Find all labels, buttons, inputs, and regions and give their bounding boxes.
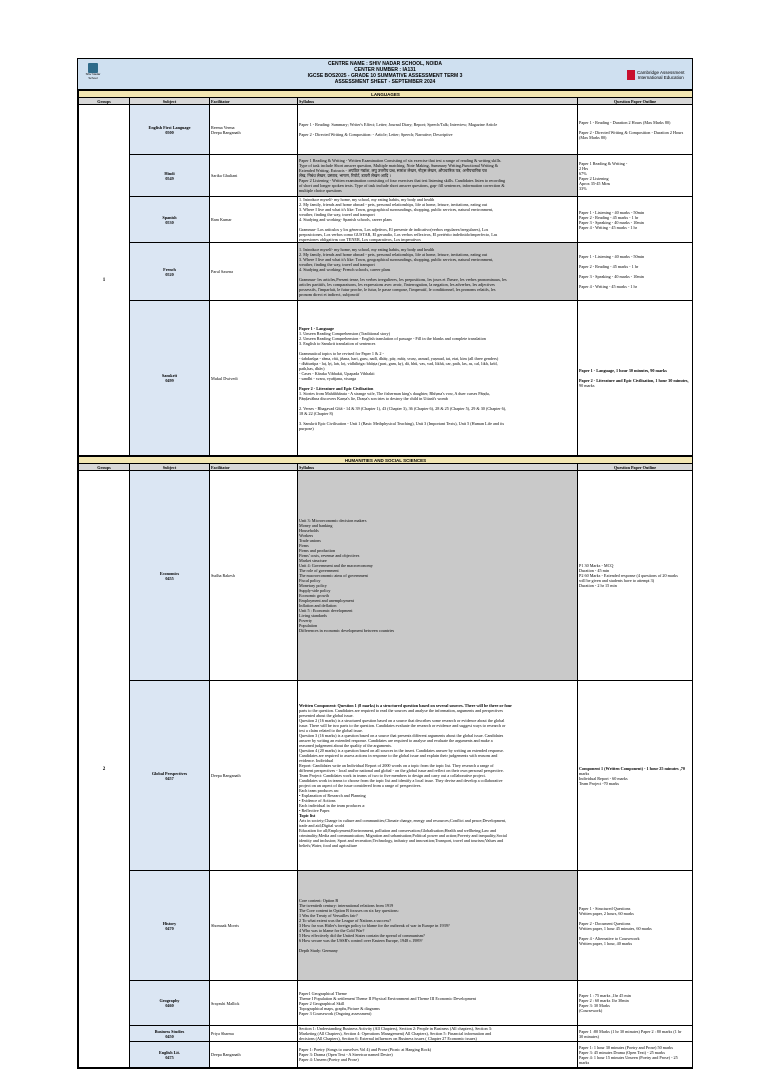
syllabus-cell [298,871,578,981]
text-line: pronom direct et indirect, subjonctif [299,291,360,297]
subject-name: Spanish [162,214,177,220]
text-line: Paper 2 : 60 marks 1hr 30min [579,998,629,1003]
text-line: Trade unions [299,538,321,543]
table-row [79,155,693,197]
text-line: Paper 1 Reading & Writing - Written Examination Consisting of six exercise that test a range of reading & writing skills. [299,158,502,163]
text-line: The Core content in Option B focuses on six key questions: [299,908,399,913]
text-line: 30 minutes) [579,1033,599,1039]
text-line: Paper 4 - Writing - 45 marks - 1 hr [579,284,638,289]
text-line: decisions (All Chapters), Section 6: External influences on Business issues ( Chapter 27 Economic issues) [299,1036,477,1041]
question-paper-cell [578,871,693,981]
text-line: Firms' costs, revenue and objectives [299,553,360,558]
text-line: Question 4 (20 marks) is a question based on all sources in the insert. Candidates answer by writing an extended response. [299,748,504,753]
text-line: Paper 2 Geographical Skill [299,1000,345,1006]
text-line: Population [299,623,318,628]
text-line: Paper 1: Poetry (Songs to ourselves Vol 4) and Prose (Picnic at Hanging Rock) [299,1047,432,1052]
text-line: Money and banking [299,523,333,528]
text-line: Paper 1 - Listening - 40 marks - 50min [579,254,645,259]
text-line: Written paper, 2 hours, 60 marks [579,910,634,916]
text-line: 2. My family, friends and home abroad - pets, personal relationships, life at home, leisure, invitations, eating out [299,251,488,257]
table-row [79,1026,693,1042]
text-line: • Explanation of Research and Planning [299,793,366,798]
text-line: Education for all;Employment;Environment, pollution and conservation;Globalisation;Health and wellbeing;Law and [299,828,497,833]
section-table [78,90,693,456]
text-line: Poverty [299,618,313,623]
subject-name: History [162,920,177,926]
subject-code: 0500 [165,129,174,135]
text-line: The role of government [299,568,339,573]
subject-name: Economics [159,570,180,576]
text-line: 1. Unseen Reading Comprehension (Traditional story) [299,330,391,336]
text-line: The macroeconomic aims of government [299,573,368,578]
syllabus-cell [298,105,578,155]
facilitator-cell [210,243,298,301]
text-line: 4. Studying and working- French schools, career plans [299,266,391,272]
column-header-subject: Subject [130,464,210,471]
subject-code: 0549 [165,175,174,181]
text-line: Mukul Dwivedi [211,375,238,381]
subject-code: 0530 [165,219,174,225]
text-line: Grammar- Los artículos y los géneros, Los adjetivos, El presente de indicativo(verbos regulares/irregulares), Los [299,227,489,232]
text-line: Paper 1 - Reading - Duration 2 Hours (Max Marks 80) [579,119,671,125]
table-row [79,471,693,681]
text-line: Paper 1: 1 hour 30 minutes (Poetry and Prose) 50 marks [579,1044,673,1050]
text-line: (Coursework) [579,1008,603,1013]
text-line: Paper 2 Listening - Written examination consisting of four exercises that test listening skills. Candidates listen to recording [299,178,506,183]
text-line: purpose) [299,425,314,431]
text-line: Paper 3: 45 minutes Drama (Open Text) - 25 marks [579,1049,666,1055]
text-line: Paper 4: 1 hour 15 minutes Unseen (Poetry and Prose) - 25 [579,1054,678,1060]
text-line: Firms [299,543,309,548]
column-header-facilitator: Facilitator [210,464,298,471]
section-title: LANGUAGES [79,91,693,98]
subject-cell [130,871,210,981]
text-line: Paper 3: Drama (Open Text - A Streetcar named Desire) [299,1052,393,1057]
subject-code: 0470 [165,925,174,931]
subject-cell [130,301,210,456]
text-line: parts to the question. Candidates are required to read the sources and analyse the information, arguments and perspectives [299,708,503,713]
text-line: 67% [579,170,587,176]
facilitator-cell [210,105,298,155]
text-line: Workers [299,533,314,538]
text-line: 2 Hrs [579,165,589,171]
text-line: Duration - 45 min [579,568,610,573]
text-line: Paper 2 - Document Questions [579,920,631,926]
subject-cell [130,1026,210,1042]
text-line: Srayashi Mallick [211,1000,240,1006]
text-line: 3. Where I live and what it's like: Town, geographical surroundings, shopping, public services, natural environment, [299,256,494,262]
text-line: 6 How secure was the USSR's control over Eastern Europe, 1948 c.1989? [299,938,423,943]
table-row [79,243,693,301]
text-line: 2 To what extent was the League of Nations a success? [299,918,391,923]
subject-cell [130,243,210,301]
column-header-facilitator: Facilitator [210,98,298,105]
text-line: Living standards [299,613,328,618]
question-paper-cell [578,681,693,871]
syllabus-cell [298,197,578,243]
column-header-groups: Groups [79,464,130,471]
question-paper-cell [578,1042,693,1068]
text-line: Report: Candidates write an Individual Report of 2000 words on a topic from the topic list. They research a range of [299,763,494,768]
text-line: Reema Verma [211,124,235,130]
question-paper-cell [578,155,693,197]
text-line: 3 How far was Hitler's foreign policy to blame for the outbreak of war in Europe in 1939? [299,923,450,928]
text-line: Pāṇḍavāhna discovers Karṇa's lie, Draṇa's son tries to destroy the child in Uttarā's womb [299,395,448,401]
text-line: criminality;Media and communication; Migration and urbanisation;Political power and action;Poverty and inequality;Social [299,833,507,838]
text-line: Paper 2 Listening [579,175,609,181]
text-line: issue. There will be two parts to the question. Candidates evaluate the research or evidence and suggest ways to research or [299,723,506,728]
syllabus-cell [298,1042,578,1068]
text-line: Component 1 (Written Component) - 1 hour 25 minutes ,70 [579,765,685,771]
text-line: Paper 1 - Listening - 40 marks - 50min [579,209,645,215]
text-line: Deepa Ranganath [211,129,241,135]
subject-code: 0457 [165,775,174,781]
question-paper-cell [578,1026,693,1042]
text-line: 4 Who was to blame for the Cold War? [299,928,365,933]
text-line: 1. Introduce myself- my home, my school, my eating habits, my body and health [299,246,435,252]
text-line: Paper 2 - Reading - 45 marks - 1 hr [579,264,639,269]
question-paper-cell [578,301,693,456]
text-line: Core content: Option B [299,898,339,903]
text-line: Depth Study: Germany [299,948,338,953]
text-line: Paper 2 - Directed Writing & Composition: - Article; Letter; Speech; Narrative; Descriptive [299,132,453,137]
text-line: answer by writing an extended response. Candidates are required to analyse and evaluate the arguments and make a [299,738,493,743]
text-line: Paper 1 :80 Marks (1 hr 30 minutes) Paper 2 : 80 marks (1 hr [579,1028,682,1034]
text-line: path,has, dhāv) [299,365,325,371]
text-line: Section 1: Understanding Business Activity (All Chapters), Section 2: People in Business (All chapters), Section 3: [299,1026,492,1031]
subject-cell [130,981,210,1026]
school-logo: Shiv Nadar School [81,63,105,85]
exam-title: IGCSE BOS2025 - GRADE 10 SUMMATIVE ASSESSMENT TERM 3 [307,73,463,79]
text-line: Priya Sharma [211,1031,234,1036]
text-line: 2. Unseen Reading Comprehension - English translation of passage - Fill in the blanks and complete translation [299,335,486,341]
question-paper-cell [578,981,693,1026]
facilitator-cell [210,197,298,243]
text-line: Employment and unemployment [299,598,354,603]
subject-cell [130,471,210,681]
facilitator-cell [210,681,298,871]
text-line: expresiones obligativas con TENER, Los comparativos, Los imperativos [299,237,421,242]
text-line: Paper 1 - Structured Questions [579,905,631,911]
subject-code: 0450 [165,1033,174,1039]
text-line: P2 60 Marks - Extended response (4 questions of 20 marks [579,573,678,578]
column-header-row [79,464,693,471]
text-line: Candidates are required to assess actions in response to the global issue and explain their judgements with reasons and [299,753,498,758]
text-line: Market structure [299,558,327,563]
facilitator-cell [210,1026,298,1042]
syllabus-cell [298,1026,578,1042]
text-line: Arts in society;Change in culture and communities;Climate change, energy and resources;Conflict and peace;Development, [299,818,507,823]
text-line: Paper 4 - Alternative to Coursework [579,935,640,941]
text-line: Unit 5 : Economic development [299,608,353,613]
cambridge-logo: Cambridge Assessment International Education [627,68,689,82]
text-line: Shomaak Morris [211,923,240,928]
text-line: Paper 2 - Literature and Epic Civilisation [299,385,374,391]
text-line: Team Project: Candidates work in teams of two to five members to design and carry out a collaborative project. [299,773,486,778]
subject-name: Global Perspectives [151,770,188,776]
text-line: • Evidence of Actions [299,798,336,803]
column-header-syllabus: Syllabus [298,98,578,105]
text-line: Each individual in the team produces a: [299,803,366,808]
question-paper-cell [578,471,693,681]
subject-cell [130,155,210,197]
text-line: The twentieth century: international relations from 1919 [299,903,394,908]
text-line: Question 3 (16 marks) is a question based on a source that presents different arguments about the global issue. Candidates [299,733,504,738]
centre-name: CENTRE NAME : SHIV NADAR SCHOOL, NOIDA [328,61,442,67]
subject-name: Business Studies [154,1028,185,1034]
text-line: evidence. Individual [299,758,334,763]
text-line: Differences in economic development between countries [299,628,395,633]
text-line: Sarika Ghuliani [211,173,238,178]
text-line: Written Component: Question 1 (8 marks) is a structured question based on several sources. There will be three or four [299,703,513,708]
text-line: Grammar- les articles,Present tense, les verbes irregulieres, les prepositions, les jours et l'heure, les verbes pronominaux, les [299,276,507,282]
text-line: 3. English to Sanskrit translation of sentences [299,340,376,346]
text-line: Aprox 35-45 Mins [579,180,611,186]
table-row [79,981,693,1026]
subject-name: Hindi [164,170,175,176]
text-line: P1 30 Marks - MCQ [579,563,614,568]
text-line: Fiscal policy [299,578,321,583]
column-header-groups: Groups [79,98,130,105]
column-header-qpo: Question Paper Outline [578,464,693,471]
column-header-subject: Subject [130,98,210,105]
subject-name: English Lit. [159,1049,180,1055]
text-line: Team Project -70 marks [579,780,620,786]
text-line: Unit 4: Government and the macroeconomy [299,563,373,568]
text-line: weather, finding the way, travel and transport [299,212,375,217]
text-line: Extended Writing. Extracts - अपठित गद्यांश, लघु उत्तरीय प्रश्न, सारांश लेखन, नोट्स लेखन, औपचारिक पत्र, अनौपचारिक पत्र [299,168,487,173]
group-number: 2 [79,471,130,1068]
cambridge-shield-icon [627,70,635,80]
text-line: will be given and students have to attempt 3) [579,578,655,583]
text-line: Parul Saxena [211,269,233,274]
group-number: 1 [79,105,130,456]
text-line: marks [579,770,590,776]
text-line: marks [579,1059,590,1065]
text-line: Paper 1 - Language [299,325,334,331]
syllabus-cell [298,471,578,681]
text-line: Paper 2 - Reading - 45 marks - 1 hr [579,214,639,220]
text-line: Paper 3: 30 Marks [579,1003,610,1008]
table-row [79,197,693,243]
table-row [79,301,693,456]
column-header-row [79,98,693,105]
text-line: Ram Kumar [211,217,232,222]
text-line: Supply-side policy [299,588,331,593]
text-line: Paper 4: Unseen (Poetry and Prose) [299,1057,359,1062]
text-line: 18 & 22 (Chapter 8) [299,410,333,416]
sections [78,90,692,1068]
subject-code: 0460 [165,1003,174,1008]
facilitator-cell [210,981,298,1026]
text-line: project on an aspect of the issue considered from a range of perspectives. [299,783,422,788]
table-row [79,105,693,155]
text-line: Paper 1 Reading & Writing - [579,160,628,166]
text-line: beliefs;Water, food and agriculture [299,843,358,848]
text-line: 2. Verses - Bhagavad Gītā - 14 & 39 (Chapter 1), 43 (Chapter 3), 36 (Chapter 6), 28 & 25 (Chapter 5), 29 & 30 (Chapter 6), [299,405,507,411]
text-line: trade and aid;Digital world [299,823,345,828]
text-line: Grammatical topics to be revised for Paper 1 & 2 - [299,350,384,356]
column-header-qpo: Question Paper Outline [578,98,693,105]
facilitator-cell [210,301,298,456]
subject-cell [130,105,210,155]
subject-name: Geography [159,998,180,1003]
facilitator-cell [210,155,298,197]
text-line: weather, finding the way, travel and transport [299,261,375,267]
text-line: Paper1 Geographical Theme [299,990,347,996]
text-line: 3. Where I live and what it's like: Town, geographical surroundings, shopping, public services, natural environment, [299,207,494,212]
question-paper-cell [578,243,693,301]
text-line: Marketing (All Chapters), Section 4: Operations Management( All Chapters), Section 5: Financial information and [299,1031,492,1036]
text-line: 5 How effectively did the United States contain the spread of communism? [299,933,425,938]
text-line: different perspectives - local and/or national and global - on the global issue and reflect on their own personal perspective. [299,768,504,773]
table-row [79,681,693,871]
text-line: 3. Sanskrit Epic Civilisation - Unit 1 (Basic Methphysical Teaching), Unit 3 (Important Texts), Unit 5 (Human Life and its [299,420,505,426]
text-line: Type of task include Short answer question, Multiple matching, Note Making, Summary Writing,Functional Writing & [299,163,499,168]
text-line: Paper 1 : 75 marks ,1hr 45 min [579,993,631,998]
text-line: test a claim related to the global issue. [299,728,363,733]
syllabus-cell [298,981,578,1026]
subject-code: 0475 [165,1054,174,1060]
subject-cell [130,681,210,871]
text-line: Inflation and deflation [299,603,337,608]
subject-code: 0520 [165,271,174,277]
syllabus-cell [298,301,578,456]
text-line: Duration - 2 hr 15 min [579,583,617,588]
text-line: Paper 1 - Reading: Summary; Writer's Effect; Letter; Journal Diary; Report; Speech/Talk; Interview; Magazine Article [299,122,498,127]
text-line: 1 Was the Treaty of Versailles fair? [299,913,358,918]
section-title-row [79,457,693,464]
section-table [78,456,693,1068]
text-line: Each team produces an: [299,788,339,793]
subject-cell [130,197,210,243]
subject-name: French [163,266,176,272]
text-line: 90 marks [579,383,595,388]
text-line: Written paper, 1 hour, 40 marks [579,940,633,946]
section-title-row [79,91,693,98]
text-line: multiple choice questions [299,188,342,193]
text-line: Paper 3 - Speaking - 40 marks - 10min [579,219,644,225]
syllabus-cell [298,155,578,197]
text-line: 4. Studying and working- Spanish schools, career plans [299,217,392,222]
text-line: Households [299,528,319,533]
section-title: HUMANITIES AND SOCIAL SCIENCES [79,457,693,464]
sheet-title: ASSESSMENT SHEET - SEPTEMBER 2024 [334,79,436,85]
text-line: presented about the global issue. [299,713,354,718]
text-line: Paper 3 - Speaking - 40 marks - 10min [579,274,644,279]
question-paper-cell [578,197,693,243]
facilitator-cell [210,871,298,981]
subject-code: 0455 [165,575,174,581]
text-line: Written paper, 1 hour 45 minutes, 60 marks [579,925,652,931]
text-line: Unit 3: Microeconomic decision makers [299,518,367,523]
text-line: - dhāturūpa - laṭ, lṛṭ, laṅ, loṭ, vidhiliṅga: bhāṣṭa (past, gam, kṛ), dā, bhū, vas, vad, likhā, car, path, las, as, cal, likh, krīd, [299,360,498,366]
text-line: Economic growth [299,593,329,598]
text-line: Deepa Ranganath [211,773,241,778]
text-line: Monetary policy [299,583,327,588]
sheet-header [78,59,692,90]
text-line: लेख, निबंध लेखन, प्रस्ताव, भाषण, रिपोर्ट, डायरी लेखन आदि । [299,173,391,178]
table-row [79,871,693,981]
text-line: Firms and production [299,548,336,553]
text-line: 33% [579,185,587,191]
text-line: • Reflective Paper. [299,808,331,813]
centre-number: CENTER NUMBER : IA131 [354,67,416,73]
text-line: Paper 2 - Directed Writing & Composition - Duration 2 Hours (Max Marks 80) [579,129,684,140]
facilitator-cell [210,1042,298,1068]
text-line: reasoned judgement about the quality of the arguments. [299,743,392,748]
subject-code: 0499 [165,378,174,383]
text-line: Candidates work in teams to choose from the topic list and identify a local issue. They devise and develop a collaborative [299,778,503,783]
syllabus-cell [298,681,578,871]
text-line: Individual Report - 60 marks [579,775,628,781]
text-line: 1. Introduce myself- my home, my school, my eating habits, my body and health [299,197,435,202]
text-line: preposiciones, Los verbos como GUSTAR, El gerundio, Los verbos reflexivos, El pretérito indefinido/imperfecto, Las [299,232,498,237]
question-paper-cell [578,105,693,155]
subject-name: English First Language [148,124,191,130]
assessment-sheet [77,58,693,1069]
text-line: - śabdarūpa - rāma, rāti, jñana, hari, guru, nadī, dhātṛ, pitṛ, mātṛ, svasṛ, asmad, yuṣmad, tat, etat, kim (all three genders) [299,355,499,361]
text-line: Question 2 (16 marks) is a structured question based on a source that describes some research or evidence about the global [299,718,505,723]
facilitator-cell [210,471,298,681]
text-line: Paper 2 - Literature and Epic Civilisation, 1 hour 30 minutes, [579,378,689,383]
text-line: possessifs, l'imparfait, le futur proche, le futur, le passe compose, l'imperatif, le conditionnel, les pronoms relatifs, les [299,286,496,292]
text-line: - Cases - Kāraka Vibhakti, Upapada Vibhakti [299,370,375,376]
syllabus-cell [298,243,578,301]
text-line: Topic list [299,813,316,818]
text-line: articles partitifs, les comparaisons, les expressions avec avoir, l'interrogation, la negation, les adverbes, les adjectives [299,281,495,287]
text-line: Topographical maps, graphs,Picture & diagrams [299,1005,380,1011]
text-line: - sandhi - svara, vyañjana, visarga [299,375,357,381]
subject-name: Sanskrit [161,373,178,378]
table-row [79,1042,693,1068]
text-line: Deepa Ranganath [211,1052,241,1057]
text-line: identity and inclusion; Sport and recreation;Technology, industry and innovation;Transport, travel and tourism;Values and [299,838,504,843]
text-line: 1. Stories from Mahābhārata - A strange wife, The fisherman king's daughter, Bhīṣma's vow, A duer curses Pāṇḍu, [299,390,490,396]
text-line: Theme I Population & settlement Theme II Physical Environment and Theme III Economic Development [299,995,476,1001]
text-line: Paper 4 - Writing - 45 marks - 1 hr [579,224,638,230]
text-line: Paper 3 Coursework (Ongoing assessment) [299,1010,372,1016]
column-header-syllabus: Syllabus [298,464,578,471]
text-line: Paper 1 - Language, 1 hour 30 minutes, 90 marks [579,368,667,373]
subject-cell [130,1042,210,1068]
text-line: 2. My family, friends and home abroad - pets, personal relationships, life at home, leisure, invitations, eating out [299,202,488,207]
text-line: Sudha Rakesh [211,573,235,578]
text-line: of short and longer spoken texts. Type of task include short answer questions, gap- fill sentences, information correction & [299,183,505,188]
